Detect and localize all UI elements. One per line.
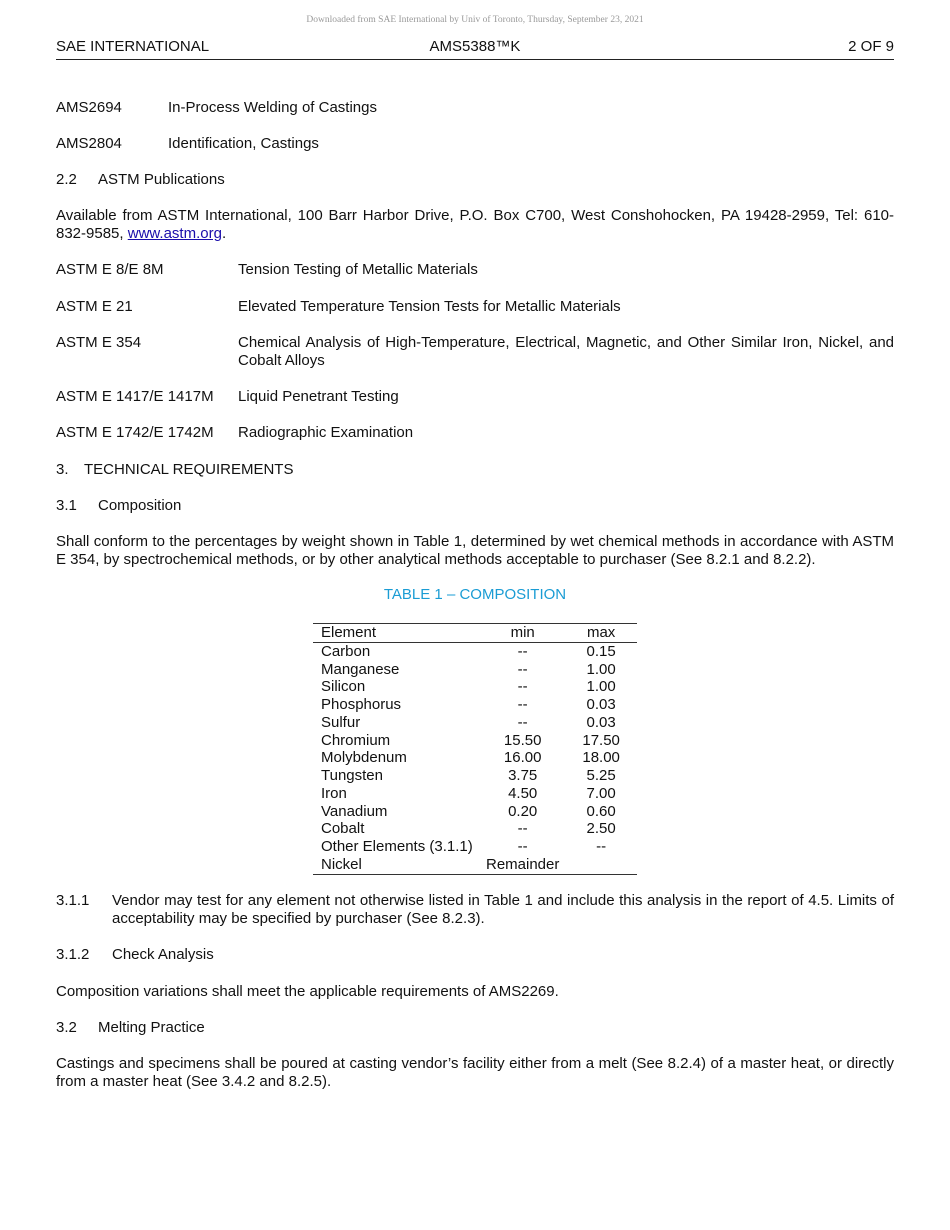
cell-min: 4.50 — [508, 784, 538, 802]
section-number: 3.2 — [56, 1019, 77, 1036]
cell-min: 16.00 — [503, 749, 542, 767]
table-row — [313, 749, 637, 767]
cell-element: Molybdenum — [321, 749, 407, 767]
cell-min: -- — [517, 713, 528, 731]
section-number: 3.1.2 — [56, 946, 90, 963]
melting-paragraph: Castings and specimens shall be poured at casting vendor’s facility either from a melt (See 8.2.4) of a master heat, or directly from a master heat (See 3.4.2 and 8.2.5). — [56, 1055, 894, 1090]
download-watermark: Downloaded from SAE International by Univ of Toronto, Thursday, September 23, 2021 — [306, 15, 644, 25]
table-header-row — [313, 624, 637, 643]
cell-min: 15.50 — [503, 731, 542, 749]
cell-element: Vanadium — [321, 802, 388, 820]
ref-code: ASTM E 8/E 8M — [56, 261, 164, 278]
header-rule — [56, 59, 894, 60]
cell-element: Nickel — [313, 856, 480, 874]
ref-title: Tension Testing of Metallic Materials — [238, 261, 478, 278]
cell-min: 3.75 — [508, 767, 538, 784]
cell-element: Iron — [321, 784, 347, 802]
col-header-max: max — [565, 624, 637, 643]
table-row — [313, 838, 637, 856]
ref-title: Chemical Analysis of High-Temperature, Electrical, Magnetic, and Other Similar Iron, Nickel, and Cobalt Alloys — [238, 334, 894, 369]
cell-min: -- — [517, 838, 528, 855]
table-row — [313, 661, 637, 679]
ref-code: ASTM E 21 — [56, 298, 133, 315]
header-org: SAE INTERNATIONAL — [56, 38, 210, 55]
ref-code: AMS2804 — [56, 135, 122, 152]
section-title: TECHNICAL REQUIREMENTS — [84, 461, 294, 478]
cell-element: Silicon — [321, 678, 366, 696]
ref-code: ASTM E 1742/E 1742M — [56, 424, 214, 441]
cell-max: 18.00 — [582, 749, 620, 767]
ref-code: ASTM E 354 — [56, 334, 142, 351]
ref-title: Elevated Temperature Tension Tests for Metallic Materials — [238, 298, 621, 315]
cell-max: 7.00 — [586, 784, 616, 802]
section-text: Vendor may test for any element not otherwise listed in Table 1 and include this analysis in the report of 4.5. Limits of acceptability may be specified by purchaser (See 8.2.3). — [112, 892, 894, 927]
cell-max: 1.00 — [586, 678, 616, 696]
cell-min: -- — [517, 696, 528, 713]
section-title: Melting Practice — [98, 1019, 205, 1036]
section-number: 3.1.1 — [56, 892, 90, 909]
table-row — [313, 785, 637, 803]
astm-link[interactable]: www.astm.org — [127, 225, 222, 242]
composition-table — [313, 623, 637, 875]
cell-max: 5.25 — [586, 767, 616, 784]
table-row — [313, 696, 637, 714]
cell-max: 0.15 — [586, 642, 616, 660]
check-analysis-paragraph: Composition variations shall meet the applicable requirements of AMS2269. — [56, 983, 559, 1000]
cell-element: Carbon — [321, 642, 371, 660]
table-row — [313, 732, 637, 750]
section-number: 3.1 — [56, 497, 77, 514]
table-row — [313, 803, 637, 821]
availability-text: Available from ASTM International, 100 Barr Harbor Drive, P.O. Box C700, West Conshohocken, PA 19428-2959, Tel: 610-832-9585, — [56, 207, 894, 242]
cell-element: Cobalt — [321, 820, 365, 838]
cell-min: -- — [517, 820, 528, 838]
col-header-min: min — [480, 624, 565, 643]
cell-element: Other Elements (3.1.1) — [321, 838, 473, 855]
ref-code: ASTM E 1417/E 1417M — [56, 388, 214, 405]
cell-max: 17.50 — [582, 731, 620, 749]
astm-availability: Available from ASTM International, 100 Barr Harbor Drive, P.O. Box C700, West Conshohocken, PA 19428-2959, Tel: 610-832-9585, www.astm.org. — [56, 207, 894, 242]
cell-max: 1.00 — [586, 660, 616, 678]
section-title: Composition — [98, 497, 182, 514]
cell-max: 0.60 — [586, 802, 616, 820]
header-doc-number: AMS5388™K — [429, 38, 521, 55]
cell-min: -- — [517, 642, 528, 660]
ref-title: Liquid Penetrant Testing — [238, 388, 399, 405]
cell-max — [565, 856, 637, 874]
cell-element: Phosphorus — [321, 696, 402, 713]
table-row — [313, 767, 637, 785]
cell-min: 0.20 — [508, 802, 538, 820]
table-row — [313, 856, 637, 874]
section-title: ASTM Publications — [98, 171, 225, 188]
col-header-element: Element — [313, 624, 480, 643]
ref-title: Identification, Castings — [168, 135, 319, 152]
cell-element: Chromium — [321, 731, 391, 749]
table-caption: TABLE 1 – COMPOSITION — [383, 586, 567, 603]
cell-max: -- — [596, 838, 607, 855]
cell-max: 0.03 — [586, 713, 616, 731]
header-page: 2 OF 9 — [848, 38, 894, 55]
cell-max: 0.03 — [586, 696, 616, 713]
section-number: 2.2 — [56, 171, 77, 188]
composition-paragraph: Shall conform to the percentages by weight shown in Table 1, determined by wet chemical methods in accordance with ASTM E 354, by spectrochemical methods, or by other analytical methods acceptable to purchaser (See 8.2.1 and 8.2.2). — [56, 533, 894, 568]
ref-title: Radiographic Examination — [238, 424, 414, 441]
cell-max: 2.50 — [586, 820, 616, 838]
section-number: 3. — [56, 461, 69, 478]
cell-element: Tungsten — [321, 767, 383, 784]
table-row — [313, 714, 637, 732]
cell-min: -- — [517, 660, 528, 678]
table-row — [313, 820, 637, 838]
cell-element: Manganese — [321, 660, 400, 678]
cell-min: -- — [517, 678, 528, 696]
table-row — [313, 678, 637, 696]
ref-title: In-Process Welding of Castings — [168, 99, 377, 116]
cell-element: Sulfur — [321, 713, 361, 731]
ref-code: AMS2694 — [56, 99, 122, 116]
cell-min: Remainder — [480, 856, 565, 874]
section-title: Check Analysis — [112, 946, 214, 963]
table-row — [313, 642, 637, 660]
